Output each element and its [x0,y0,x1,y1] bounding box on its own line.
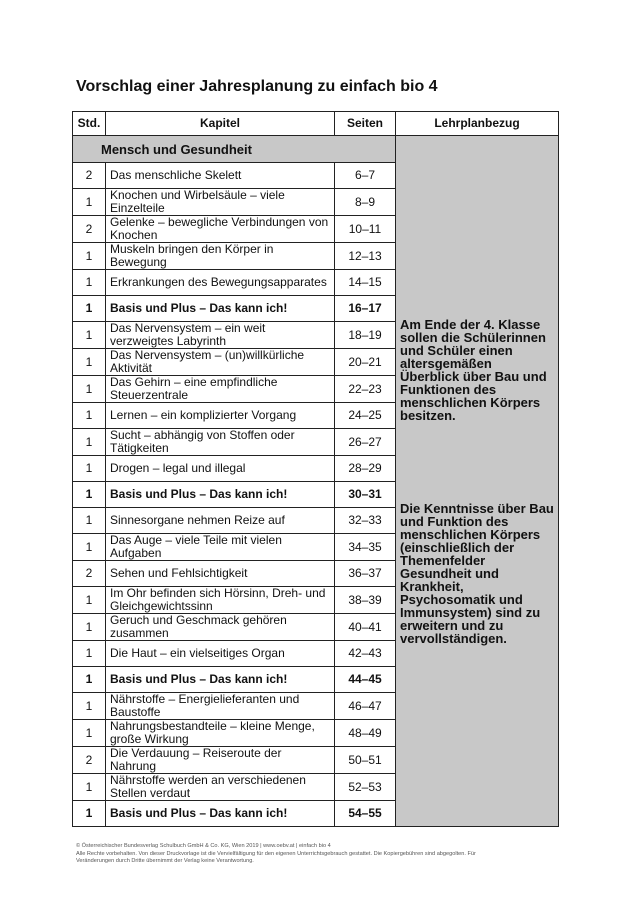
seiten-cell: 18–19 [335,322,396,349]
kapitel-cell: Das Gehirn – eine empfindliche Steuerzentrale [106,376,335,403]
table-header-row [73,112,559,136]
seiten-cell: 8–9 [335,189,396,216]
kapitel-cell: Sucht – abhängig von Stoffen oder Tätigkeiten [106,429,335,456]
section-row [73,136,559,163]
std-cell: 1 [73,693,106,720]
std-cell: 1 [73,296,106,322]
kapitel-cell: Das Auge – viele Teile mit vielen Aufgaben [106,534,335,561]
seiten-cell: 6–7 [335,163,396,189]
std-cell: 1 [73,403,106,429]
seiten-cell: 40–41 [335,614,396,641]
std-cell: 1 [73,270,106,296]
page-title: Vorschlag einer Jahresplanung zu einfach bio 4 [76,78,438,95]
std-cell: 1 [73,774,106,801]
seiten-cell: 28–29 [335,456,396,482]
header-kapitel: Kapitel [106,112,335,136]
seiten-cell: 44–45 [335,667,396,693]
seiten-cell: 30–31 [335,482,396,508]
std-cell: 1 [73,534,106,561]
section-title: Mensch und Gesundheit [73,136,396,163]
seiten-cell: 46–47 [335,693,396,720]
kapitel-cell: Erkrankungen des Bewegungsapparates [106,270,335,296]
kapitel-cell: Nährstoffe werden an verschiedenen Stellen verdaut [106,774,335,801]
seiten-cell: 48–49 [335,720,396,747]
seiten-cell: 32–33 [335,508,396,534]
kapitel-cell: Drogen – legal und illegal [106,456,335,482]
footer-line-2: Alle Rechte vorbehalten. Von dieser Druckvorlage ist die Vervielfältigung für den eigenen Unterrichtsgebrauch gestattet. Die Kopiergebühren sind abgegolten. Für [76,850,476,857]
footer [76,843,576,866]
lehrplan-text-1: Am Ende der 4. Klasse sollen die Schülerinnen und Schüler einen altersgemäßen Überblick über Bau und Funktionen des menschlichen Körpers besitzen. [400,317,547,423]
kapitel-cell: Muskeln bringen den Körper in Bewegung [106,243,335,270]
seiten-cell: 10–11 [335,216,396,243]
seiten-cell: 14–15 [335,270,396,296]
std-cell: 2 [73,561,106,587]
std-cell: 1 [73,189,106,216]
std-cell: 1 [73,429,106,456]
seiten-cell: 42–43 [335,641,396,667]
std-cell: 1 [73,720,106,747]
std-cell: 1 [73,376,106,403]
std-cell: 2 [73,163,106,189]
std-cell: 1 [73,508,106,534]
seiten-cell: 52–53 [335,774,396,801]
kapitel-cell: Basis und Plus – Das kann ich! [106,482,335,508]
kapitel-cell: Sinnesorgane nehmen Reize auf [106,508,335,534]
std-cell: 1 [73,614,106,641]
table-body [73,136,559,827]
kapitel-cell: Basis und Plus – Das kann ich! [106,667,335,693]
kapitel-cell: Geruch und Geschmack gehören zusammen [106,614,335,641]
std-cell: 1 [73,322,106,349]
lehrplan-text-2: Die Kenntnisse über Bau und Funktion des menschlichen Körpers (einschließlich der Themenfelder Gesundheit und Krankheit, Psychosomatik und Immunsystem) sind zu erweitern und zu vervollständigen. [400,501,554,646]
kapitel-cell: Sehen und Fehlsichtigkeit [106,561,335,587]
std-cell: 2 [73,216,106,243]
std-cell: 1 [73,456,106,482]
seiten-cell: 36–37 [335,561,396,587]
seiten-cell: 38–39 [335,587,396,614]
footer-line-1: © Österreichischer Bundesverlag Schulbuch GmbH & Co. KG, Wien 2019 | www.oebv.at | einfach bio 4 [76,843,331,849]
plan-table [72,111,559,827]
seiten-cell: 34–35 [335,534,396,561]
seiten-cell: 12–13 [335,243,396,270]
std-cell: 1 [73,243,106,270]
kapitel-cell: Das Nervensystem – ein weit verzweigtes Labyrinth [106,322,335,349]
seiten-cell: 24–25 [335,403,396,429]
footer-line-3: Veränderungen durch Dritte übernimmt der Verlag keine Verantwortung. [76,858,254,865]
std-cell: 1 [73,641,106,667]
kapitel-cell: Die Haut – ein vielseitiges Organ [106,641,335,667]
std-cell: 2 [73,747,106,774]
std-cell: 1 [73,482,106,508]
seiten-cell: 26–27 [335,429,396,456]
header-std: Std. [73,112,106,136]
kapitel-cell: Das menschliche Skelett [106,163,335,189]
kapitel-cell: Die Verdauung – Reiseroute der Nahrung [106,747,335,774]
header-seiten: Seiten [335,112,396,136]
kapitel-cell: Gelenke – bewegliche Verbindungen von Knochen [106,216,335,243]
std-cell: 1 [73,349,106,376]
seiten-cell: 16–17 [335,296,396,322]
seiten-cell: 20–21 [335,349,396,376]
std-cell: 1 [73,667,106,693]
seiten-cell: 54–55 [335,801,396,827]
kapitel-cell: Nährstoffe – Energielieferanten und Baustoffe [106,693,335,720]
std-cell: 1 [73,801,106,827]
kapitel-cell: Basis und Plus – Das kann ich! [106,296,335,322]
seiten-cell: 22–23 [335,376,396,403]
kapitel-cell: Basis und Plus – Das kann ich! [106,801,335,827]
kapitel-cell: Das Nervensystem – (un)willkürliche Aktivität [106,349,335,376]
std-cell: 1 [73,587,106,614]
header-lehrplan: Lehrplanbezug [396,112,559,136]
kapitel-cell: Nahrungsbestandteile – kleine Menge, große Wirkung [106,720,335,747]
kapitel-cell: Lernen – ein komplizierter Vorgang [106,403,335,429]
lehrplan-cell [396,136,559,827]
kapitel-cell: Knochen und Wirbelsäule – viele Einzelteile [106,189,335,216]
kapitel-cell: Im Ohr befinden sich Hörsinn, Dreh- und Gleichgewichtssinn [106,587,335,614]
seiten-cell: 50–51 [335,747,396,774]
